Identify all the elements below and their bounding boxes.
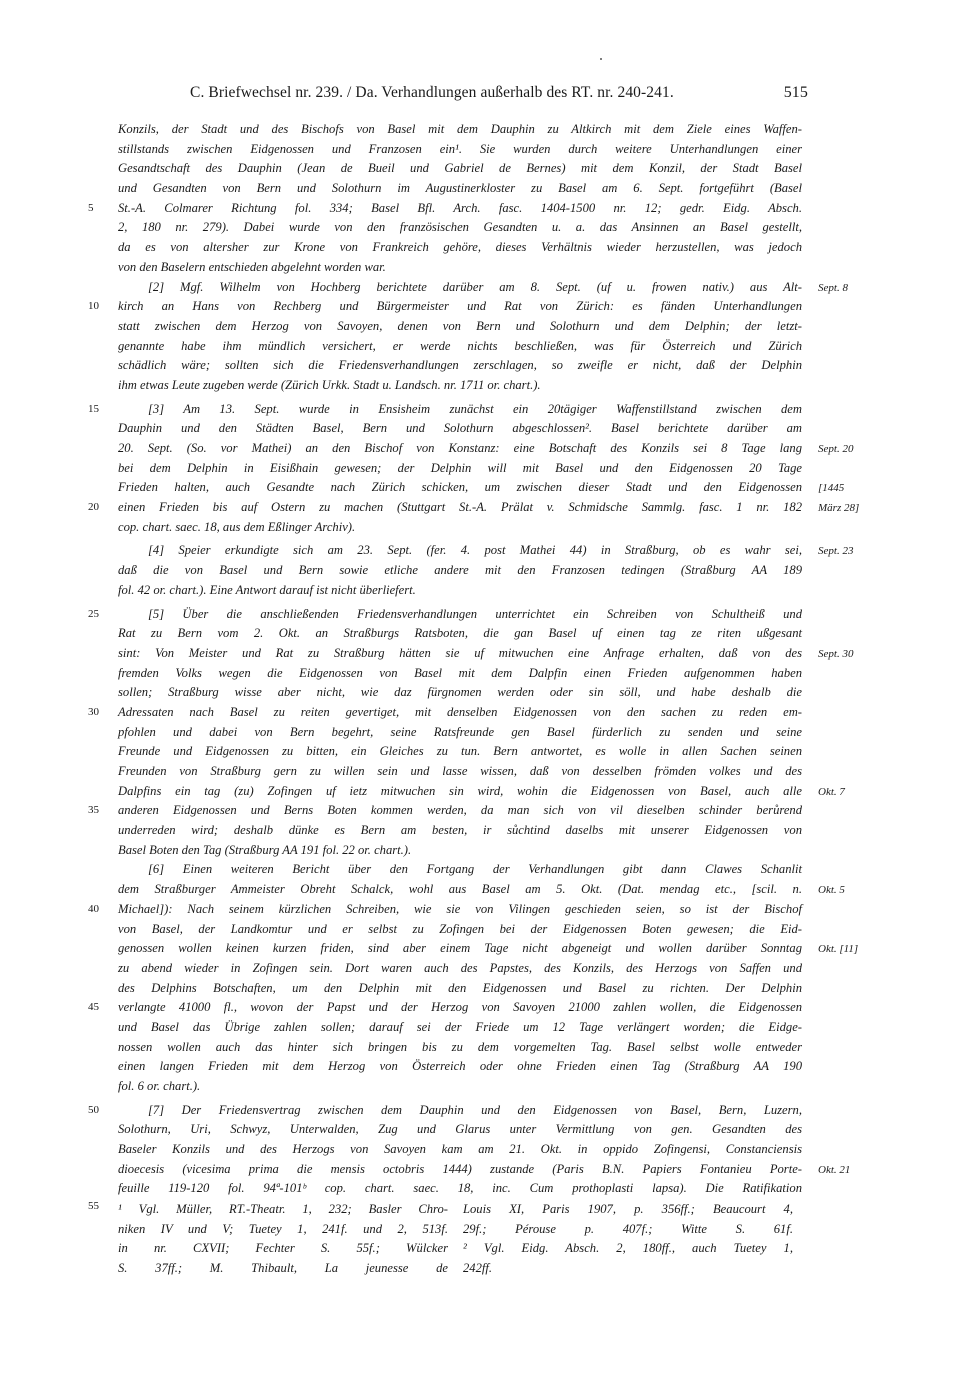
text-line xyxy=(118,959,802,979)
text-line xyxy=(118,644,854,664)
line-text: [2] Mgf. Wilhelm von Hochberg berichtete darüber am 8. Sept. (uf u. frowen nativ.) aus Alt- xyxy=(148,279,802,294)
line-text: Michael]): Nach seinem kürzlichen Schreiben, wie sie von Vilingen geschieden seien, so ist der Bischof xyxy=(118,901,802,916)
text-line xyxy=(118,683,802,703)
line-text: bei dem Delphin in Eisißhain gewesen; der Delphin will mit Basel und den Eidgenossen 20 Tage xyxy=(118,460,802,475)
text-line xyxy=(118,1140,802,1160)
line-text: von den Baselern entschieden abgelehnt worden war. xyxy=(118,259,386,274)
margin-date-note: Okt. 7 xyxy=(818,785,845,798)
line-number: 55 xyxy=(88,1200,99,1212)
line-text: Gesandtschaft des Dauphin (Jean de Bueil und Gabriel de Bernes) mit dem Konzil, der Stadt Basel xyxy=(118,161,802,176)
line-text: daß die von Basel und Bern sowie etliche andere mit den Franzosen tedingen (Straßburg AA 189 xyxy=(118,563,802,578)
line-text: [4] Speier erkundigte sich am 23. Sept. (fer. 4. post Mathei 44) in Straßburg, ob es wahr sei, xyxy=(148,543,802,558)
margin-date-note: Sept. 20 xyxy=(818,443,854,455)
text-line xyxy=(88,900,802,920)
text-line xyxy=(118,664,802,684)
text-line xyxy=(118,880,845,900)
text-line xyxy=(118,518,802,538)
text-line xyxy=(118,140,802,160)
page-header xyxy=(118,84,808,108)
text-line xyxy=(88,498,860,518)
line-number: 35 xyxy=(88,804,99,817)
margin-date-note: Okt. 5 xyxy=(818,884,845,897)
line-text: [3] Am 13. Sept. wurde in Ensisheim zunächst ein 20tägiger Waffenstillstand zwischen dem xyxy=(148,401,802,416)
line-text: Dalpfins ein tag (zu) Zofingen uf ietz mitwuchen sin wird, wohin die Eidgenossen von Basel, auch alle xyxy=(118,783,802,798)
line-text: feuille 119-120 fol. 94ª-101ᵇ cop. chart. saec. 18, inc. Cum prothoplasti lapsa). Die Ratifikation xyxy=(118,1181,802,1196)
text-line xyxy=(118,541,854,561)
line-text: Basel Boten den Tag (Straßburg AA 191 fol. 22 or. chart.). xyxy=(118,842,412,857)
speck xyxy=(600,58,602,60)
line-text: cop. chart. saec. 18, aus dem Eßlinger Archiv). xyxy=(118,519,356,534)
text-line xyxy=(118,1057,802,1077)
line-number: 25 xyxy=(88,607,99,620)
line-text: zu abend wieder in Zofingen sein. Dort waren auch des Papstes, des Konzils, des Herzogs von Saffen und xyxy=(118,960,802,975)
text-line xyxy=(118,1160,851,1180)
line-text: [6] Einen weiteren Bericht über den Fortgang der Verhandlungen gibt dann Clawes Schanlit xyxy=(148,862,802,877)
line-number: 15 xyxy=(88,402,99,415)
line-text: [5] Über die anschließenden Friedensverhandlungen unterrichtet ein Schreiben von Schultheiß und xyxy=(148,606,802,621)
line-text: [7] Der Friedensvertrag zwischen dem Dauphin und den Eidgenossen von Basel, Bern, Luzern, xyxy=(148,1102,802,1117)
line-text: St.-A. Colmarer Richtung fol. 334; Basel Bfl. Arch. fasc. 1404-1500 nr. 12; gedr. Eidg. Absch. xyxy=(118,200,802,215)
text-line xyxy=(88,998,802,1018)
margin-date-note: Okt. 21 xyxy=(818,1163,851,1176)
text-line xyxy=(118,1120,802,1140)
line-text: Frieden halten, auch Gesandte nach Zürich schicken, um zwischen dieser Stadt und den Eidgenossen xyxy=(118,480,802,495)
line-text: fol. 42 or. chart.). Eine Antwort darauf ist nicht überliefert. xyxy=(118,582,416,597)
text-line xyxy=(118,723,802,743)
text-line xyxy=(118,939,859,959)
line-text: fol. 6 or. chart.). xyxy=(118,1079,201,1093)
line-text: sint: Von Meister und Rat zu Straßburg hätten sie uf mitwuchen eine Anfrage erhalten, daß von des xyxy=(118,645,802,660)
line-text: sollen; Straßburg wisse aber nicht, wie daz fürgnomen werden oder sin söll, und habe deshalb die xyxy=(118,685,802,700)
text-line xyxy=(118,1038,802,1058)
line-number: 50 xyxy=(88,1103,99,1116)
margin-date-note: Sept. 8 xyxy=(818,281,848,294)
line-text: anderen Eidgenossen und Berns Boten kommen werden, da man sich von vil dieselben schinder berůrend xyxy=(118,803,802,818)
line-text: 20. Sept. (So. vor Mathei) an den Bischof von Konstanz: eine Botschaft des Konzils sei 8 Tage lang xyxy=(118,441,802,455)
text-line xyxy=(118,1179,802,1199)
text-line xyxy=(118,159,802,179)
line-text: dioecesis (vicesima prima die mensis octobris 1444) zustande (Paris B.N. Papiers Fontanieu Porte- xyxy=(118,1161,802,1176)
margin-date-note: [1445 xyxy=(818,482,845,495)
text-line xyxy=(118,762,802,782)
footnote-line: ¹ Vgl. Müller, RT.-Theatr. 1, 232; Basler Chro- xyxy=(118,1202,448,1216)
line-text: da es von altersher zur Krone von Frankreich gehöre, dieses Verhältnis wieder herzustellen, was jedoch xyxy=(118,240,802,255)
text-line xyxy=(118,1077,802,1097)
footnote-column-left xyxy=(118,1200,448,1278)
line-text: stillstands zwischen Eidgenossen und Franzosen ein¹. Sie wurden durch weitere Unterhandlungen einer xyxy=(118,141,802,156)
line-text: 2, 180 nr. 279). Dabei wurde von den französischen Gesandten u. a. das Ansinnen an Basel gestellt, xyxy=(118,220,802,235)
line-text: Konzils, der Stadt und des Bischofs von Basel mit dem Dauphin zu Altkirch mit dem Ziele eines Waffen- xyxy=(118,122,802,136)
text-line xyxy=(88,199,802,219)
text-line xyxy=(118,317,802,337)
text-line xyxy=(118,278,848,298)
line-text: genossen wollen keinen kurzen friden, sind aber einem Tage nicht abgeneigt und wollen darüber Sonntag xyxy=(118,941,802,956)
margin-date-note: Sept. 30 xyxy=(818,647,854,660)
line-text: dem Straßburger Ammeister Obreht Schalck, wohl aus Basel am 5. Okt. (Dat. mendag etc., [scil. n. xyxy=(118,882,802,897)
text-line xyxy=(118,841,802,861)
text-line xyxy=(118,218,802,238)
line-text: verlangte 41000 fl., wovon der Papst und der Herzog von Savoyen 21000 zahlen wollen, die Eidgenossen xyxy=(118,1000,802,1015)
text-line xyxy=(118,581,802,601)
footnote-line: S. 37ff.; M. Thibault, La jeunesse de xyxy=(118,1260,448,1275)
line-text: fremden Volks wegen die Eidgenossen von Basel mit dem Dalpfin einen Frieden aufgenommen haben xyxy=(118,665,802,680)
text-line xyxy=(88,400,802,420)
line-text: statt zwischen dem Herzog von Savoyen, denen von Bern und Solothurn und dem Delphin; der letzt- xyxy=(118,318,802,333)
footnote-line: niken IV und V; Tuetey 1, 241f. und 2, 513f. xyxy=(118,1221,448,1236)
text-line xyxy=(118,376,802,396)
line-text: nossen wollen auch das hinter sich bringen bis zu dem vorgemelten Tag. Basel selbst wolle entweder xyxy=(118,1039,802,1054)
text-line xyxy=(118,439,854,459)
text-line xyxy=(118,920,802,940)
text-line xyxy=(118,238,802,258)
footnote-line: 29f.; Pérouse p. 407f.; Witte S. 61f. xyxy=(463,1221,793,1236)
text-line xyxy=(118,459,802,479)
text-line xyxy=(118,337,802,357)
text-line xyxy=(118,979,802,999)
line-text: pfohlen und dabei von Bern begehrt, seine Ratsfreunde gen Basel fürderlich zu senden und seine xyxy=(118,724,802,739)
main-text xyxy=(88,120,860,1199)
text-line xyxy=(118,419,802,439)
text-line xyxy=(118,821,802,841)
text-line xyxy=(88,605,802,625)
line-number: 20 xyxy=(88,501,99,514)
footnote-line: 242ff. xyxy=(463,1260,493,1275)
line-text: underreden wird; deshalb dünke es Bern am besten, ir sůchtind daselbs mit unserer Eidgenossen von xyxy=(118,823,802,838)
line-text: und Basel das Übrige zahlen sollen; darauf sei der Friede um 12 Tage verlängert worden; die Eidge- xyxy=(118,1019,802,1034)
line-text: schädlich wäre; sollten sich die Friedensverhandlungen zerschlagen, so zweifle er nicht, daß der Delphin xyxy=(118,358,802,373)
line-text: Baseler Konzils und des Herzogs von Savoyen kam am 21. Okt. in oppido Zofingensi, Constanciensis xyxy=(118,1142,802,1157)
line-text: Dauphin und den Städten Basel, Bern und Solothurn abgeschlossen². Basel berichtete darüber am xyxy=(118,421,802,436)
line-text: einen Frieden bis auf Ostern zu machen (Stuttgart St.-A. Prälat v. Schmidsche Sammlg. fasc. 1 nr. 182 xyxy=(118,500,802,515)
text-line xyxy=(118,742,802,762)
text-line xyxy=(118,860,802,880)
running-head: C. Briefwechsel nr. 239. / Da. Verhandlungen außerhalb des RT. nr. 240-241. xyxy=(190,84,674,101)
line-text: Adressaten nach Basel zu reiten gevertiget, mit denselben Eidgenossen von den sachen zu reden em- xyxy=(118,704,802,719)
line-text: Solothurn, Uri, Schwyz, Unterwalden, Zug und Glarus unter Vermittlung von gen. Gesandten des xyxy=(118,1122,802,1137)
line-number: 5 xyxy=(88,201,94,214)
margin-date-note: März 28] xyxy=(818,502,860,515)
text-line xyxy=(88,1101,802,1121)
line-text: Rat zu Bern vom 2. Okt. an Straßburgs Ratsboten, die gan Basel uf einen tag ze riten ußgesant xyxy=(118,626,802,641)
footnote-line: in nr. CXVII; Fechter S. 55f.; Wülcker xyxy=(118,1241,448,1255)
line-text: Freunden von Straßburg gern zu willen sein und lasse wissen, daß von desselben frömden volkes und des xyxy=(118,764,802,778)
text-line xyxy=(118,120,802,140)
footnote-line: ² Vgl. Eidg. Absch. 2, 180ff., auch Tuetey 1, xyxy=(463,1241,793,1255)
line-text: von Basel, der Landkomtur und er selbst zu Zofingen bei der Eidgenossen Boten gewesen; die Eid- xyxy=(118,921,802,936)
footnote-column-right xyxy=(463,1200,793,1278)
line-number: 45 xyxy=(88,1001,99,1014)
line-text: kirch an Hans von Rechberg und Bürgermeister und Rat von Zürich: es fänden Unterhandlungen xyxy=(118,299,802,314)
line-text: und Gesandten von Bern und Solothurn im Augustinerkloster zu Basel am 6. Sept. fortgeführt (Basel xyxy=(118,181,802,196)
text-line xyxy=(118,782,845,802)
text-line xyxy=(88,801,802,821)
text-line xyxy=(118,179,802,199)
line-number: 10 xyxy=(88,300,99,313)
text-line xyxy=(118,561,802,581)
page-number: 515 xyxy=(783,84,808,101)
margin-date-note: Sept. 23 xyxy=(818,545,854,558)
text-line xyxy=(118,356,802,376)
text-line xyxy=(118,258,802,278)
margin-date-note: Okt. [11] xyxy=(818,943,859,956)
footnote-line: Louis XI, Paris 1907, p. 356ff.; Beaucourt 4, xyxy=(463,1202,793,1216)
line-text: des Delphins Botschaften, um den Delphin mit den Eidgenossen und Basel zu richten. Der Delphin xyxy=(118,980,802,995)
text-line xyxy=(88,703,802,723)
line-number: 30 xyxy=(88,705,99,718)
line-text: Freunde und Eidgenossen zu bitten, ein Gleiches zu tun. Bern antwortet, es wolle in allen Sachen seinen xyxy=(118,744,802,759)
text-line xyxy=(118,1018,802,1038)
line-text: ihm etwas Leute zugeben werde (Zürich Urkk. Stadt u. Landsch. nr. 1711 or. chart.). xyxy=(118,377,541,392)
line-text: einen langen Frieden mit dem Herzog von Österreich oder ohne Frieden einen Tag (Straßburg AA 190 xyxy=(118,1059,802,1074)
text-line xyxy=(118,624,802,644)
line-text: genannte habe ihm mündlich versichert, er werde nichts beschließen, was für Österreich und Zürich xyxy=(118,338,802,353)
text-line xyxy=(118,478,845,498)
text-line xyxy=(88,297,802,317)
line-number: 40 xyxy=(88,902,99,915)
